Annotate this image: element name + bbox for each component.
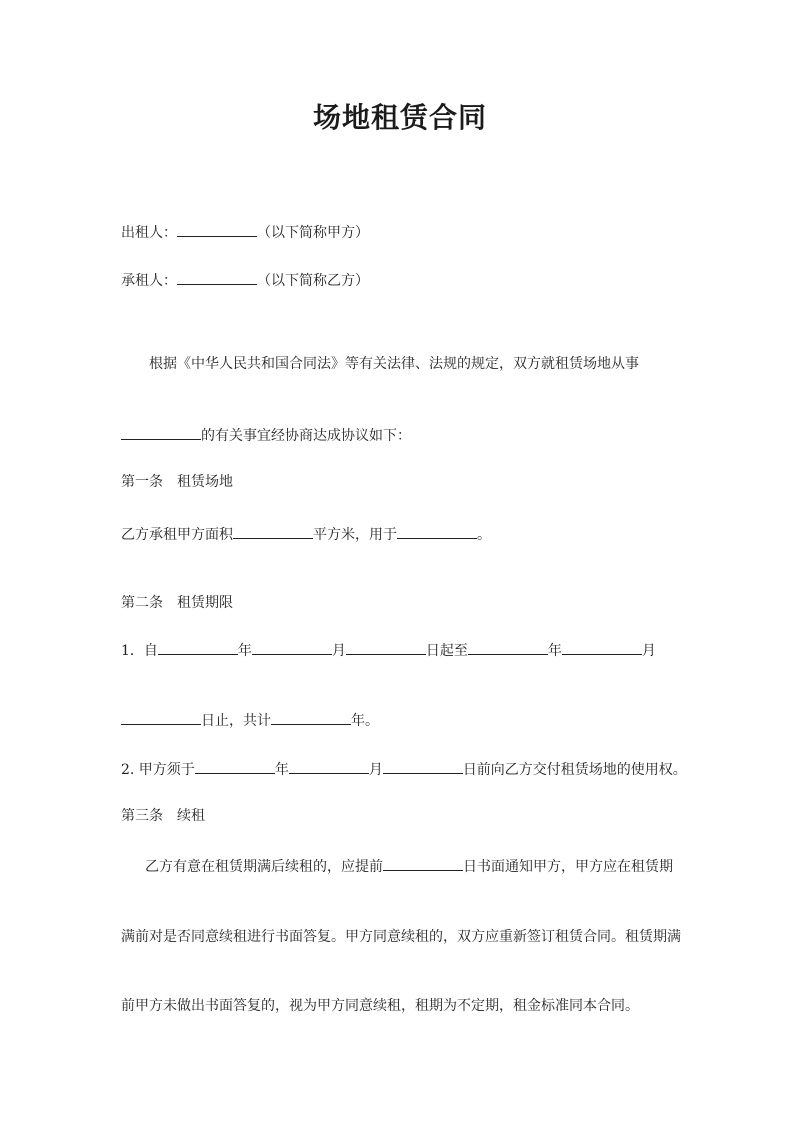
page-title: 场地租赁合同: [312, 101, 487, 134]
item1b-text-b: 年。: [351, 713, 379, 729]
delivery-month-blank: [289, 759, 369, 774]
total-years-blank: [271, 710, 351, 725]
article1-text: [121, 524, 491, 545]
preamble-line-1: 根据《中华人民共和国合同法》等有关法律、法规的规定，双方就租赁场地从事: [149, 356, 639, 372]
delivery-year-blank: [195, 759, 275, 774]
preamble-line-2: [121, 425, 411, 446]
lessor-label: 出租人：: [121, 225, 177, 241]
end-month-blank: [562, 640, 642, 655]
month-text: 月: [368, 762, 383, 778]
lessor-suffix: （以下简称甲方）: [257, 225, 369, 241]
lessor-line: [121, 222, 369, 243]
article3-heading: [121, 806, 205, 826]
end-day-blank: [121, 710, 201, 725]
item2-suffix: 日前向乙方交付租赁场地的使用权。: [462, 762, 687, 778]
business-blank: [121, 425, 201, 440]
year-text: 年: [547, 643, 562, 659]
article2-item1-cont: [121, 710, 379, 731]
month-text: 月: [331, 643, 346, 659]
usage-blank: [397, 524, 477, 539]
end-year-blank: [468, 640, 548, 655]
day-from-text: 日起至: [425, 643, 468, 659]
lessee-line: [121, 270, 369, 291]
lessee-suffix: （以下简称乙方）: [257, 273, 369, 289]
article1-title: 租赁场地: [177, 474, 233, 490]
notice-days-blank: [383, 856, 463, 871]
article3-para-3: 前甲方未做出书面答复的，视为甲方同意续租，租期为不定期，租金标准同本合同。: [121, 998, 639, 1014]
year-text: 年: [237, 643, 252, 659]
article2-item2: [121, 759, 687, 780]
article1-text-b: 平方米，用于: [313, 527, 397, 543]
lessee-label: 承租人：: [121, 273, 177, 289]
article3-p1-b: 日书面通知甲方，甲方应在租赁期: [463, 859, 673, 875]
start-month-blank: [252, 640, 332, 655]
article3-para-1: [145, 856, 673, 877]
start-year-blank: [158, 640, 238, 655]
item2-prefix: 2. 甲方须于: [121, 762, 195, 778]
area-blank: [233, 524, 313, 539]
lessor-blank: [177, 222, 257, 237]
article1-text-c: 。: [477, 527, 491, 543]
article3-p1-a: 乙方有意在租赁期满后续租的，应提前: [145, 859, 383, 875]
article2-heading: [121, 593, 233, 613]
article2-number: 第二条: [121, 595, 163, 611]
article2-item1: [121, 640, 656, 661]
month-text: 月: [641, 643, 656, 659]
article1-text-a: 乙方承租甲方面积: [121, 527, 233, 543]
preamble-suffix: 的有关事宜经协商达成协议如下：: [201, 428, 411, 444]
delivery-day-blank: [383, 759, 463, 774]
lessee-blank: [177, 270, 257, 285]
item1b-text-a: 日止，共计: [201, 713, 271, 729]
start-day-blank: [346, 640, 426, 655]
article3-para-2: 满前对是否同意续租进行书面答复。甲方同意续租的，双方应重新签订租赁合同。租赁期满: [121, 929, 681, 945]
year-text: 年: [274, 762, 289, 778]
article3-title: 续租: [177, 808, 205, 824]
article2-title: 租赁期限: [177, 595, 233, 611]
article1-number: 第一条: [121, 474, 163, 490]
item1-prefix: 1．自: [121, 643, 158, 659]
article3-number: 第三条: [121, 808, 163, 824]
article1-heading: [121, 472, 233, 492]
